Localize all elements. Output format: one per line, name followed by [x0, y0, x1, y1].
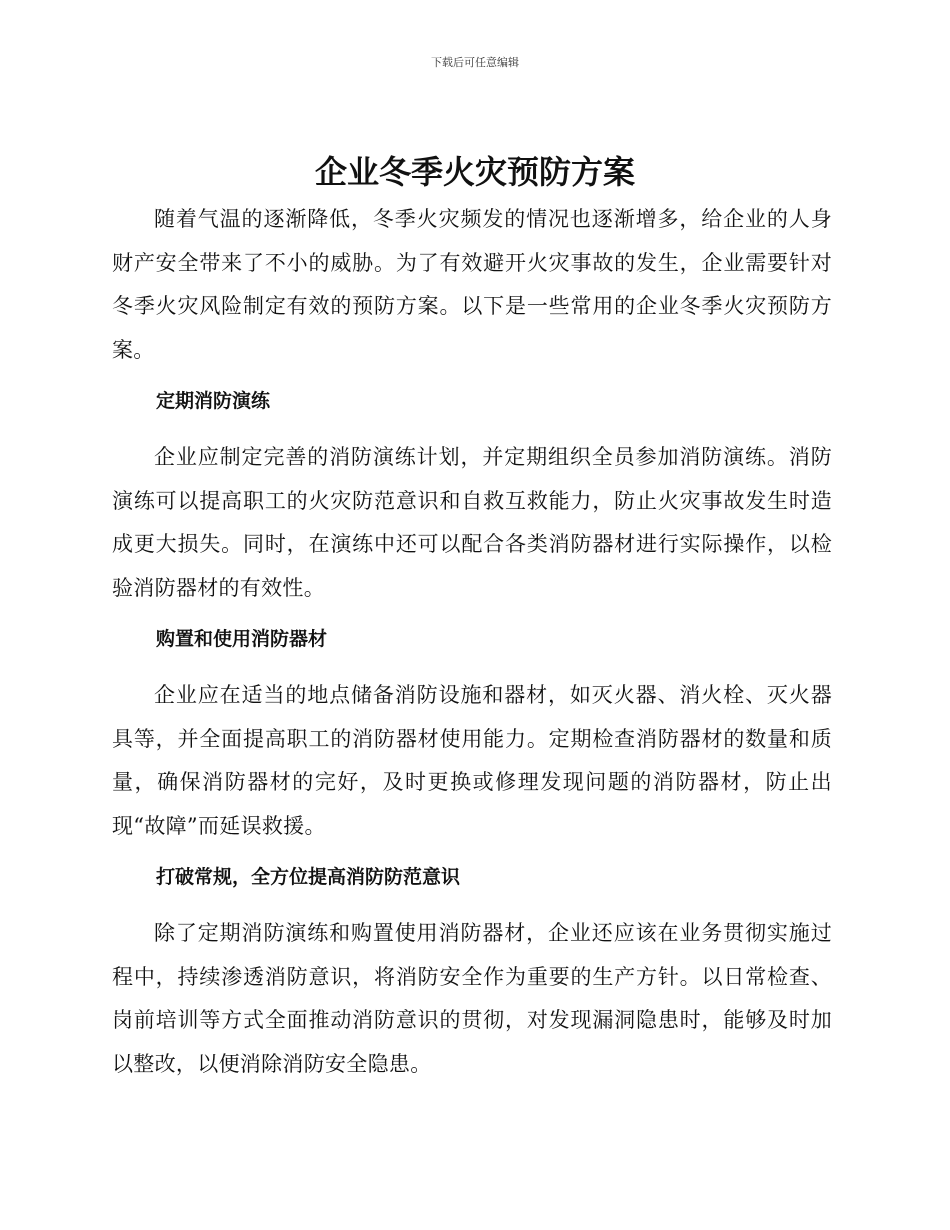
- section-heading-equipment: 购置和使用消防器材: [156, 628, 328, 650]
- section-heading-drills: 定期消防演练: [156, 390, 271, 412]
- page-header-note: 下载后可任意编辑: [431, 56, 519, 69]
- intro-paragraph: 随着气温的逐渐降低，冬季火灾频发的情况也逐渐增多，给企业的人身财产安全带来了不小的威胁。为了有效避开火灾事故的发生，企业需要针对冬季火灾风险制定有效的预防方案。以下是一些常用的企业冬季火灾预防方案。: [112, 207, 832, 362]
- section-body-drills: 企业应制定完善的消防演练计划，并定期组织全员参加消防演练。消防演练可以提高职工的火灾防范意识和自救互救能力，防止火灾事故发生时造成更大损失。同时，在演练中还可以配合各类消防器材进行实际操作，以检验消防器材的有效性。: [112, 445, 832, 600]
- document-title: 企业冬季火灾预防方案: [314, 153, 635, 191]
- section-heading-awareness: 打破常规，全方位提高消防防范意识: [156, 866, 461, 888]
- section-body-awareness: 除了定期消防演练和购置使用消防器材，企业还应该在业务贯彻实施过程中，持续渗透消防意识，将消防安全作为重要的生产方针。以日常检查、岗前培训等方式全面推动消防意识的贯彻，对发现漏洞隐患时，能够及时加以整改，以便消除消防安全隐患。: [112, 921, 832, 1076]
- document-body: [112, 198, 832, 1086]
- section-body-equipment: 企业应在适当的地点储备消防设施和器材，如灭火器、消火栓、灭火器具等，并全面提高职工的消防器材使用能力。定期检查消防器材的数量和质量，确保消防器材的完好，及时更换或修理发现问题的消防器材，防止出现“故障”而延误救援。: [112, 683, 832, 838]
